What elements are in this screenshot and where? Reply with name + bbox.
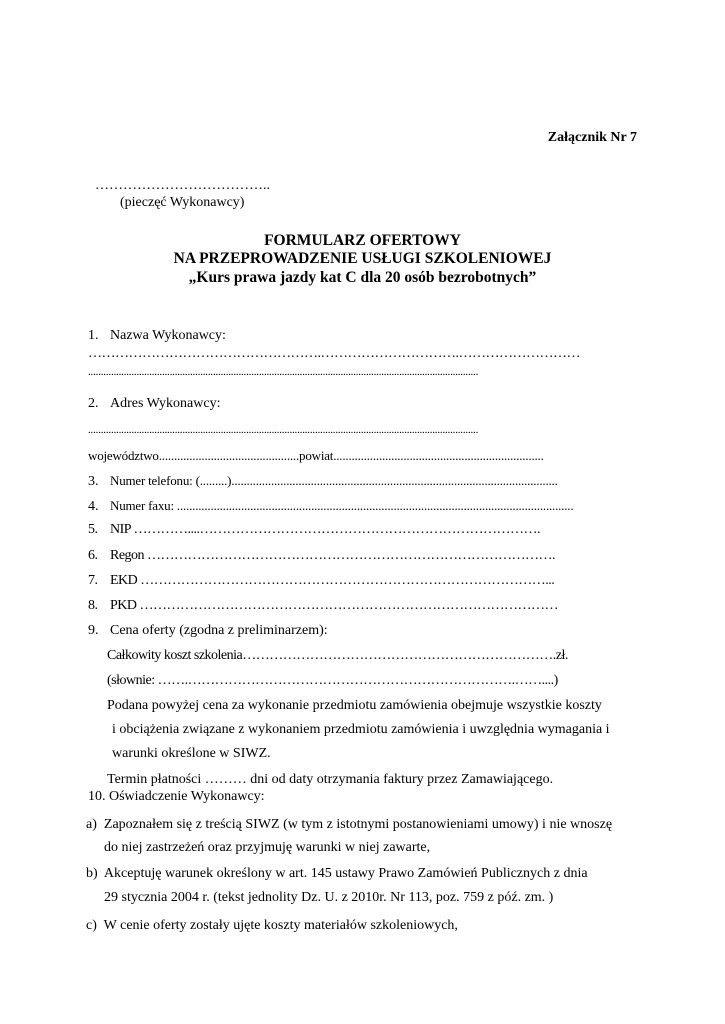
price-note-line2: i obciążenia związane z wykonaniem przedmiotu zamówienia i uwzględnia wymagania i <box>112 722 610 737</box>
item-price <box>88 623 328 639</box>
item-fax <box>88 498 573 515</box>
pkd-field[interactable]: PKD ………………………………………………………………………………… <box>110 598 559 613</box>
price-note-line3: warunki określone w SIWZ. <box>112 746 271 761</box>
declaration-c <box>86 918 458 934</box>
annex-number: Załącznik Nr 7 <box>547 130 637 145</box>
item-declaration <box>88 789 265 805</box>
item-pkd <box>88 598 558 614</box>
item-number: 9. <box>88 623 99 638</box>
item-number: 5. <box>88 522 98 537</box>
item-number: 8. <box>88 598 98 613</box>
price-label: Cena oferty (zgodna z preliminarzem): <box>110 623 328 638</box>
nip-field[interactable]: NIP …………....…………………………………………………………………. <box>110 522 541 537</box>
declaration-label: Oświadczenie Wykonawcy: <box>109 789 265 804</box>
address-field[interactable]: ......................................................................................................................................................... <box>88 424 479 436</box>
payment-term: Termin płatności ……… dni od daty otrzymania faktury przez Zamawiającego. <box>107 772 554 787</box>
declaration-a-line2: do niej zastrzeżeń oraz przyjmuję warunki w niej zawarte, <box>104 840 431 855</box>
item-address <box>88 396 220 412</box>
declaration-b <box>86 866 588 882</box>
declaration-b-line1: Akceptuję warunek określony w art. 145 ustawy Prawo Zamówień Publicznych z dnia <box>103 866 588 881</box>
fax-field[interactable]: Numer faxu: .................................................................................................................................. <box>110 498 574 513</box>
item-number: 2. <box>88 396 99 411</box>
voivodeship-county-field[interactable]: województwo..............................................powiat..................................................................... <box>88 448 544 463</box>
name-field-line1[interactable]: …………………………………………….………………………….……………………… <box>88 346 580 361</box>
name-field-line2[interactable]: ......................................................................................................................................................... <box>88 366 479 378</box>
form-title: FORMULARZ OFERTOWY <box>264 232 461 249</box>
declaration-a <box>86 817 612 833</box>
item-number: 3. <box>88 474 99 489</box>
regon-field[interactable]: Regon ………………………………………………………………………………. <box>110 548 556 563</box>
item-number: 1. <box>88 328 99 343</box>
declaration-a-line1: Zapoznałem się z treścią SIWZ (w tym z istotnymi postanowieniami umowy) i nie wnoszę <box>103 817 613 832</box>
item-nip <box>88 522 540 538</box>
declaration-c-line1: W cenie oferty zostały ujęte koszty materiałów szkoleniowych, <box>103 918 458 933</box>
stamp-label: (pieczęć Wykonawcy) <box>120 195 245 210</box>
item-number: 6. <box>88 548 98 563</box>
phone-field[interactable]: Numer telefonu: (.........)........................................................................................................... <box>110 473 558 488</box>
stamp-dots: ……………………………….. <box>95 178 270 193</box>
price-note-line1: Podana powyżej cena za wykonanie przedmiotu zamówienia obejmuje wszystkie koszty <box>107 698 602 713</box>
item-number: 7. <box>88 573 98 588</box>
course-name: „Kurs prawa jazdy kat C dla 20 osób bezrobotnych” <box>188 269 537 286</box>
item-phone <box>88 473 558 490</box>
ekd-field[interactable]: EKD ………………………………………………………………………………... <box>110 573 555 588</box>
item-number: 10. <box>88 789 106 804</box>
item-number: 4. <box>88 499 99 514</box>
declaration-b-line2: 29 stycznia 2004 r. (tekst jednolity Dz. U. z 2010r. Nr 113, poz. 759 z póź. zm. ) <box>104 890 554 905</box>
name-label: Nazwa Wykonawcy: <box>110 328 226 343</box>
address-label: Adres Wykonawcy: <box>110 396 221 411</box>
declaration-letter: b) <box>86 866 98 881</box>
form-subtitle: NA PRZEPROWADZENIE USŁUGI SZKOLENIOWEJ <box>173 250 552 267</box>
item-name <box>88 328 226 344</box>
declaration-letter: a) <box>86 817 97 832</box>
item-ekd <box>88 573 554 589</box>
in-words-field[interactable]: (słownie: …….……………………………………………………………….……....) <box>107 673 558 688</box>
declaration-letter: c) <box>86 918 97 933</box>
item-regon <box>88 548 555 564</box>
total-cost-field[interactable]: Całkowity koszt szkolenia…………………………………………………………….zł. <box>107 648 568 663</box>
